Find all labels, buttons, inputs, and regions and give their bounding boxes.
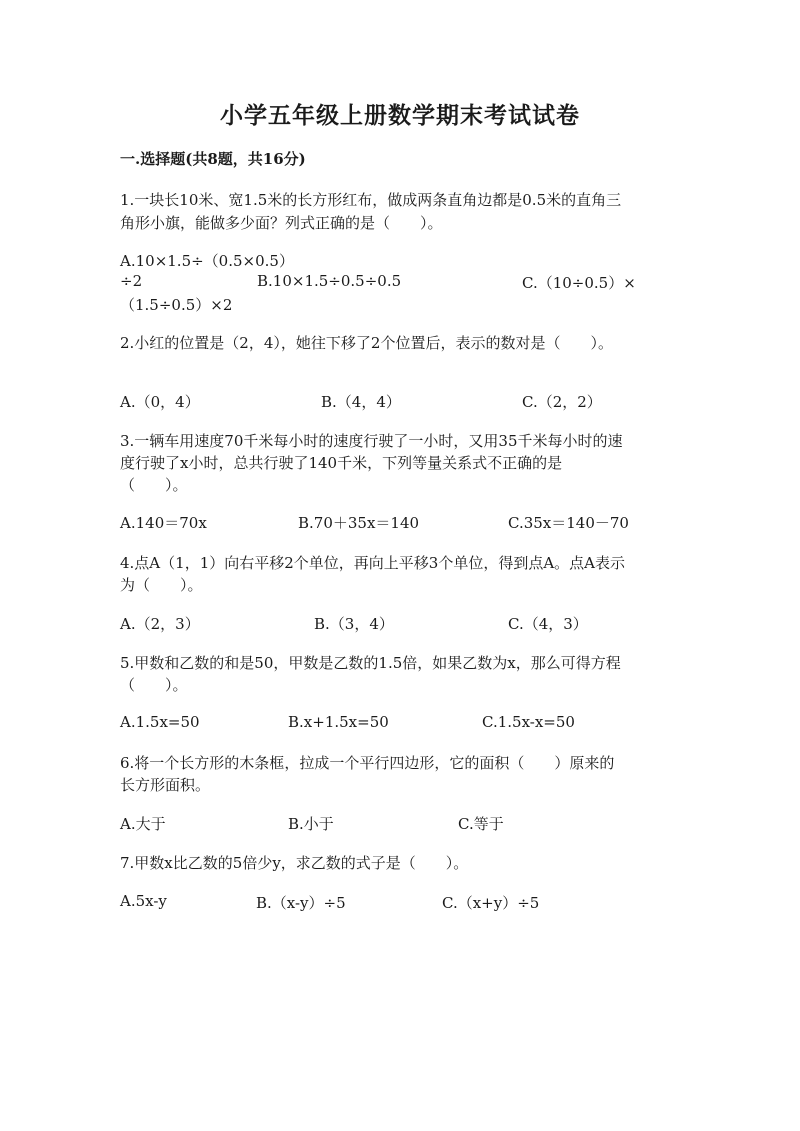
section-heading: 一.选择题(共8题，共16分) [120,150,306,168]
question-5-option-b: B.x+1.5x=50 [288,713,389,731]
question-5-line-1: 5.甲数和乙数的和是50，甲数是乙数的1.5倍，如果乙数为x，那么可得方程 [120,654,621,672]
question-4-line-1: 4.点A（1，1）向右平移2个单位，再向上平移3个单位，得到点A。点A表示 [120,554,625,572]
question-2-line-1: 2.小红的位置是（2，4），她往下移了2个位置后，表示的数对是（ ）。 [120,334,613,352]
question-1-option-a-cont: ÷2 [120,272,143,290]
question-5-option-a: A.1.5x=50 [120,713,200,731]
question-1-option-a: A.10×1.5÷（0.5×0.5） [120,252,294,270]
question-3-option-c: C.35x＝140－70 [508,514,629,532]
question-1-option-b: B.10×1.5÷0.5÷0.5 [257,272,402,290]
question-6-option-b: B.小于 [288,815,334,833]
question-6-option-c: C.等于 [458,815,504,833]
question-6-option-a: A.大于 [120,815,166,833]
question-7-option-c: C.（x+y）÷5 [442,894,540,912]
question-7-line-1: 7.甲数x比乙数的5倍少y，求乙数的式子是（ ）。 [120,854,469,872]
question-2-option-a: A.（0，4） [120,393,200,411]
question-4-line-2: 为（ ）。 [120,576,203,594]
question-4-option-b: B.（3，4） [314,615,394,633]
question-3-line-1: 3.一辆车用速度70千米每小时的速度行驶了一小时，又用35千米每小时的速 [120,432,623,450]
question-6-line-1: 6.将一个长方形的木条框，拉成一个平行四边形，它的面积（ ）原来的 [120,754,615,772]
question-3-line-2: 度行驶了x小时，总共行驶了140千米，下列等量关系式不正确的是 [120,454,563,472]
question-1-line-1: 1.一块长10米、宽1.5米的长方形红布，做成两条直角边都是0.5米的直角三 [120,191,622,209]
question-2-option-b: B.（4，4） [321,393,401,411]
question-6-line-2: 长方形面积。 [120,776,211,794]
question-7-option-b: B.（x-y）÷5 [256,894,346,912]
question-5-line-2: （ ）。 [120,676,188,694]
question-1-option-c-cont: （1.5÷0.5）×2 [120,296,233,314]
question-3-line-3: （ ）。 [120,476,188,494]
question-2-option-c: C.（2，2） [522,393,602,411]
question-4-option-c: C.（4，3） [508,615,588,633]
question-5-option-c: C.1.5x-x=50 [482,713,575,731]
question-1-option-c: C.（10÷0.5）× [522,274,636,292]
question-3-option-a: A.140＝70x [120,514,207,532]
question-7-option-a: A.5x-y [120,892,167,910]
question-4-option-a: A.（2，3） [120,615,200,633]
question-3-option-b: B.70＋35x＝140 [298,514,420,532]
page-title: 小学五年级上册数学期末考试试卷 [220,102,580,129]
question-1-line-2: 角形小旗，能做多少面？列式正确的是（ ）。 [120,214,443,232]
